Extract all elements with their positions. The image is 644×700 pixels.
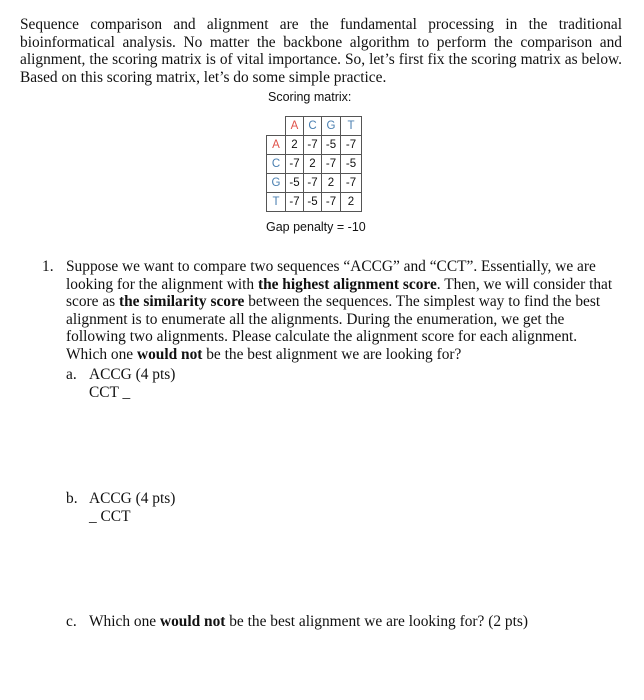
part-b-label: b. bbox=[66, 490, 78, 507]
matrix-cell: -7 bbox=[286, 155, 304, 174]
matrix-row-a bbox=[267, 136, 362, 155]
matrix-row-label: T bbox=[267, 193, 286, 212]
matrix-cell: -7 bbox=[304, 174, 322, 193]
matrix-row-label: A bbox=[267, 136, 286, 155]
part-a-label: a. bbox=[66, 366, 77, 383]
matrix-corner-cell bbox=[267, 117, 286, 136]
matrix-header-c: C bbox=[304, 117, 322, 136]
part-c-question bbox=[89, 613, 528, 631]
part-b-sequence-1: ACCG (4 pts) bbox=[89, 490, 176, 507]
part-c-label: c. bbox=[66, 613, 77, 630]
matrix-cell: -5 bbox=[341, 155, 362, 174]
question-text-part: . Then, we will consider that score as bbox=[66, 275, 613, 310]
matrix-cell: 2 bbox=[286, 136, 304, 155]
matrix-header-a: A bbox=[286, 117, 304, 136]
scoring-matrix-table bbox=[266, 116, 362, 212]
question-text-part: be the best alignment we are looking for? bbox=[202, 345, 462, 363]
part-a-sequence-1: ACCG (4 pts) bbox=[89, 366, 176, 383]
part-c-text: Which one bbox=[89, 613, 160, 630]
question-text-part: Suppose we want to compare two sequences “ACCG” and “CCT”. Essentially, we are looking for the alignment with bbox=[66, 258, 596, 293]
matrix-header-g: G bbox=[322, 117, 341, 136]
matrix-cell: -7 bbox=[304, 136, 322, 155]
matrix-cell: -7 bbox=[322, 193, 341, 212]
matrix-title: Scoring matrix: bbox=[268, 90, 352, 104]
matrix-cell: -7 bbox=[286, 193, 304, 212]
matrix-cell: 2 bbox=[341, 193, 362, 212]
question-text-part: between the sequences. The simplest way to find the best alignment is to enumerate all the alignments. During the enumeration, we get the following two alignments. Please calculate the alignment score for each alignment. Which one bbox=[66, 293, 601, 363]
matrix-cell: -7 bbox=[341, 174, 362, 193]
matrix-header-t: T bbox=[341, 117, 362, 136]
matrix-cell: -7 bbox=[341, 136, 362, 155]
matrix-row-label: C bbox=[267, 155, 286, 174]
matrix-cell: -5 bbox=[304, 193, 322, 212]
matrix-row-c bbox=[267, 155, 362, 174]
part-c-text: be the best alignment we are looking for? (2 pts) bbox=[225, 613, 528, 630]
part-b-sequence-2: _ CCT bbox=[89, 508, 131, 525]
matrix-cell: -5 bbox=[286, 174, 304, 193]
question-bold-highest: the highest alignment score bbox=[257, 275, 437, 293]
matrix-header-row bbox=[267, 117, 362, 136]
question-number: 1. bbox=[42, 258, 54, 275]
matrix-row-g bbox=[267, 174, 362, 193]
matrix-cell: 2 bbox=[304, 155, 322, 174]
matrix-cell: -7 bbox=[322, 155, 341, 174]
matrix-cell: 2 bbox=[322, 174, 341, 193]
matrix-row-t bbox=[267, 193, 362, 212]
matrix-row-label: G bbox=[267, 174, 286, 193]
gap-penalty: Gap penalty = -10 bbox=[266, 220, 366, 234]
part-a-sequence-2: CCT _ bbox=[89, 384, 131, 401]
part-c-bold: would not bbox=[159, 613, 226, 630]
matrix-cell: -5 bbox=[322, 136, 341, 155]
intro-paragraph: Sequence comparison and alignment are the fundamental processing in the traditional bioinformatical analysis. No matter the backbone algorithm to perform the comparison and alignment, the scoring matrix is of vital importance. So, let’s first fix the scoring matrix as below. Based on this scoring matrix, let’s do some simple practice. bbox=[20, 16, 622, 86]
question-bold-would-not: would not bbox=[136, 345, 203, 363]
question-bold-similarity: the similarity score bbox=[119, 293, 245, 310]
question-text bbox=[66, 258, 614, 363]
